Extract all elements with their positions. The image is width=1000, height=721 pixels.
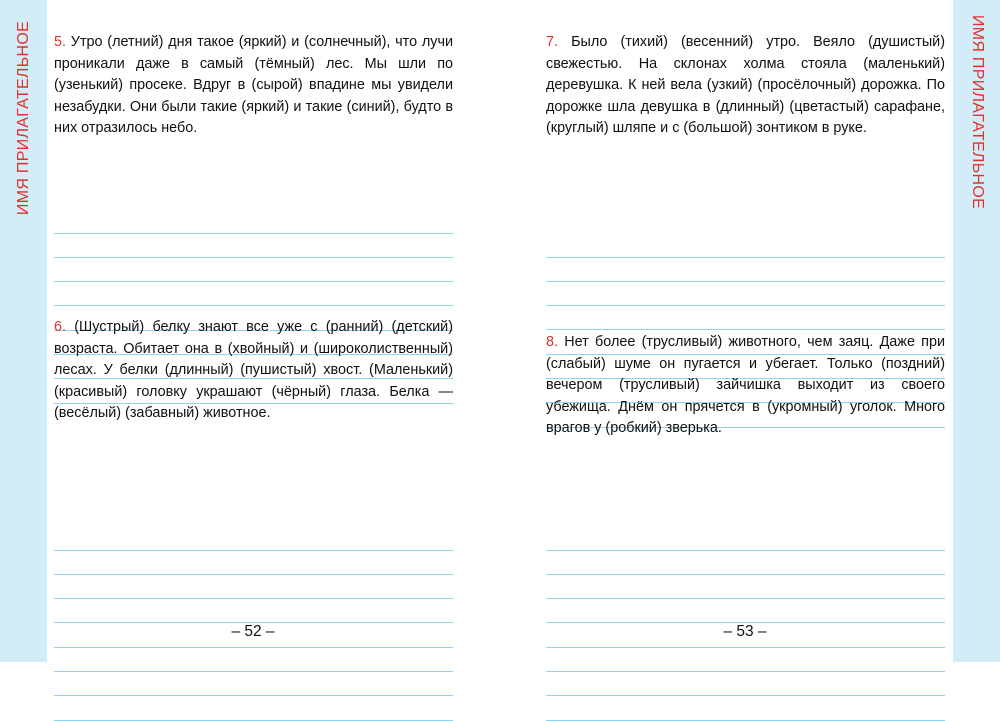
writing-line — [546, 281, 945, 282]
writing-line — [54, 671, 453, 672]
exercise-6 — [54, 317, 453, 425]
side-tab-right — [953, 0, 1000, 662]
writing-line — [54, 305, 453, 306]
section-title-left: ИМЯ ПРИЛАГАТЕЛЬНОЕ — [14, 20, 32, 216]
writing-line — [546, 305, 945, 306]
exercise-6-body: (Шустрый) белку знают все уже с (ранний) (детский) возраста. Обитает она в (хвойный) и (широколиственный) лесах. У белки (длинный) (пушистый) хвост. (Маленький) (красивый) головку украшают (чёрный) глаза. Белка — (весёлый) (забавный) животное. — [54, 319, 454, 421]
writing-line — [54, 550, 453, 551]
exercise-7 — [546, 32, 945, 140]
side-tab-left — [0, 0, 47, 662]
writing-line — [546, 695, 945, 696]
writing-line — [546, 720, 945, 721]
writing-line — [54, 574, 453, 575]
writing-line — [546, 647, 945, 648]
exercise-7-body: Было (тихий) (весенний) утро. Веяло (душистый) свежестью. На склонах холма стояла (маленький) деревушка. К ней вела (узкий) (просёлочный) дорожка. По дорожке шла девушка в (длинный) (цветастый) сарафане, (круглый) шляпе и с (большой) зонтиком в руке. — [546, 34, 946, 136]
writing-line — [546, 257, 945, 258]
writing-line — [546, 598, 945, 599]
writing-line — [54, 281, 453, 282]
writing-line — [54, 695, 453, 696]
writing-line — [54, 720, 453, 721]
section-title-right: ИМЯ ПРИЛАГАТЕЛЬНОЕ — [968, 14, 986, 210]
page-number-left: – 52 – — [231, 623, 275, 640]
exercise-7-text — [546, 32, 945, 140]
exercise-6-number: 6. — [54, 319, 67, 335]
exercise-8-body: Нет более (трусливый) животного, чем заяц. Даже при (слабый) шуме он пугается и убегает. Только (поздний) вечером (трусливый) зайчишка выходит из своего убежища. Днём он прячется в (укромный) уголок. Много врагов у (робкий) зверька. — [546, 334, 946, 436]
exercise-8-text — [546, 332, 945, 440]
writing-line — [546, 329, 945, 330]
exercise-5-text — [54, 32, 453, 140]
exercise-8-number: 8. — [546, 334, 559, 350]
writing-line — [54, 257, 453, 258]
writing-line — [54, 647, 453, 648]
exercise-6-text — [54, 317, 453, 425]
writing-line — [546, 671, 945, 672]
writing-line — [54, 598, 453, 599]
writing-line — [54, 233, 453, 234]
exercise-5-number: 5. — [54, 34, 67, 50]
exercise-5 — [54, 32, 453, 140]
writing-line — [546, 550, 945, 551]
writing-line — [546, 574, 945, 575]
exercise-7-number: 7. — [546, 34, 559, 50]
exercise-5-body: Утро (летний) дня такое (яркий) и (солнечный), что лучи проникали даже в самый (тёмный) лес. Мы шли по (узенький) просеке. Вдруг в (сырой) впадине мы увидели незабудки. Они были такие (яркий) и такие (синий), будто в них отразилось небо. — [54, 34, 454, 136]
page-number-right: – 53 – — [723, 623, 767, 640]
exercise-8 — [546, 332, 945, 440]
